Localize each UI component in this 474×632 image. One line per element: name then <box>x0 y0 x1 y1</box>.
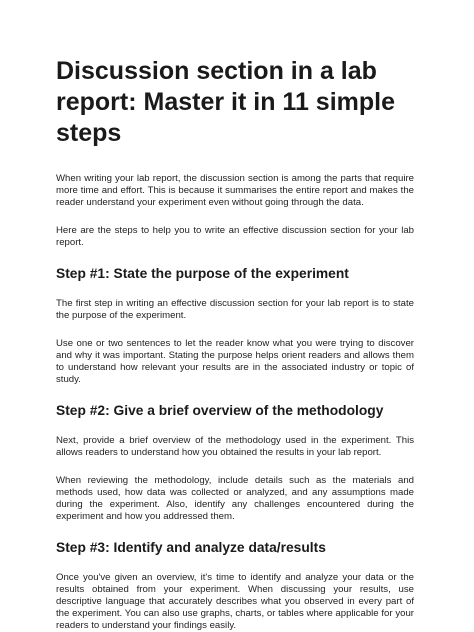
page-title: Discussion section in a lab report: Master it in 11 simple steps <box>56 57 395 147</box>
step-2-heading: Step #2: Give a brief overview of the methodology <box>56 403 384 418</box>
step-2-paragraph-2: When reviewing the methodology, include details such as the materials and methods used, how data was collected or analyzed, and any assumptions made during the experiment. Also, identify any challenges encountered during the experiment and how you addressed them. <box>56 475 414 522</box>
step-3-paragraph-1: Once you've given an overview, it's time to identify and analyze your data or the results obtained from your experiment. When discussing your results, use descriptive language that accurately describes what you observed in every part of the experiment. You can also use graphs, charts, or tables where applicable for your readers to understand your findings easily. <box>56 572 414 631</box>
intro-paragraph-2: Here are the steps to help you to write an effective discussion section for your lab report. <box>56 225 414 248</box>
step-2-paragraph-1: Next, provide a brief overview of the methodology used in the experiment. This allows readers to understand how you obtained the results in your lab report. <box>56 435 414 458</box>
intro-paragraph-1: When writing your lab report, the discussion section is among the parts that require more time and effort. This is because it summarises the entire report and makes the reader understand your experiment even without going through the data. <box>56 173 414 208</box>
step-2-section <box>56 402 414 523</box>
step-1-heading: Step #1: State the purpose of the experiment <box>56 266 349 281</box>
step-1-paragraph-2: Use one or two sentences to let the reader know what you were trying to discover and why it was important. Stating the purpose helps orient readers and allows them to understand how relevant your results are in the associated industry or topic of study. <box>56 338 414 385</box>
step-1-paragraph-1: The first step in writing an effective discussion section for your lab report is to state the purpose of the experiment. <box>56 298 414 321</box>
step-3-section <box>56 539 414 632</box>
step-1-section <box>56 265 414 386</box>
step-3-heading: Step #3: Identify and analyze data/results <box>56 540 326 555</box>
